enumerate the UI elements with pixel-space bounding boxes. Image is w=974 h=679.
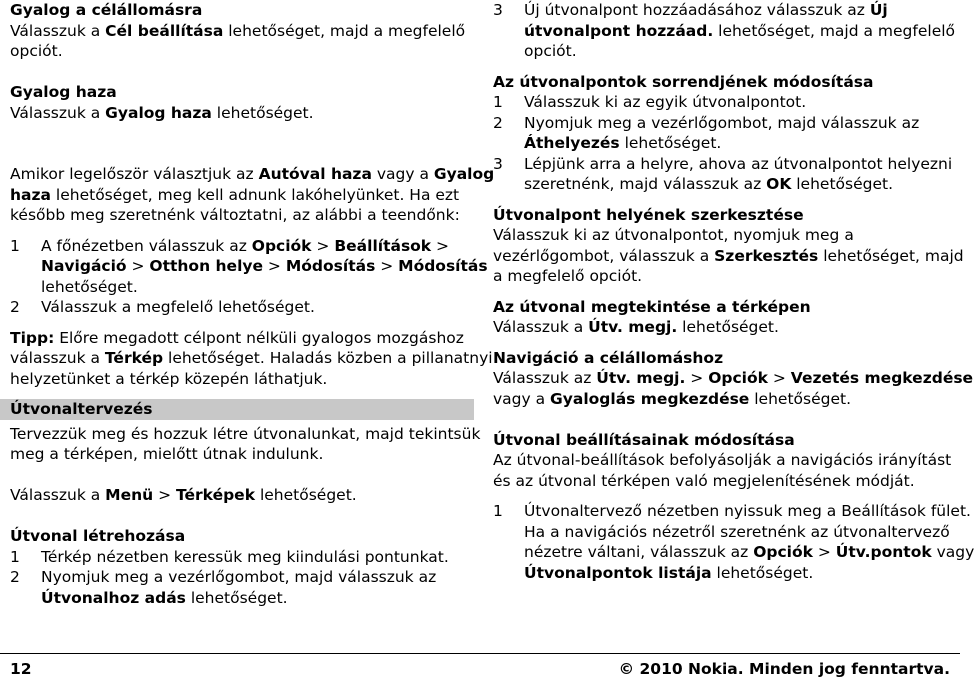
right-column: [493, 0, 974, 583]
tip-line: Tipp: Előre megadott célpont nélküli gyalogos mozgáshoz: [10, 328, 464, 347]
left-column: [10, 0, 495, 608]
section-title-edit-waypoint: Útvonalpont helyének szerkesztése: [493, 205, 804, 224]
route-step-1: 1 Térkép nézetben keressük meg kiindulási pontunkat.: [10, 547, 449, 566]
settings-step-1-line-4: Útvonalpontok listája lehetőséget.: [524, 563, 814, 582]
paragraph-line: meg a térképen, mielőtt útnak indulunk.: [10, 445, 324, 463]
paragraph-line: később meg szeretnénk változtatni, az alábbi a teendőnk:: [10, 206, 460, 224]
tip-line: helyzetünket a térkép közepén láthatjuk.: [10, 369, 328, 388]
paragraph-line: Válasszuk ki az útvonalpontot, nyomjuk meg a: [493, 226, 854, 244]
step-2: 2 Válasszuk a megfelelő lehetőséget.: [10, 298, 315, 316]
paragraph-line: Válasszuk a Cél beállítása lehetőséget, majd a megfelelő: [10, 21, 466, 40]
tip-line: válasszuk a Térkép lehetőséget. Haladás közben a pillanatnyi: [10, 349, 493, 367]
section-title-route-settings: Útvonal beállításainak módosítása: [493, 430, 795, 449]
paragraph-line: Amikor legelőször választjuk az Autóval haza vagy a Gyalog: [10, 165, 495, 183]
paragraph-line: Válasszuk a Gyalog haza lehetőséget.: [10, 103, 314, 122]
paragraph-line: Az útvonal-beállítások befolyásolják a navigációs irányítást: [493, 451, 952, 469]
section-title-reorder-waypoints: Az útvonalpontok sorrendjének módosítása: [493, 72, 874, 91]
copyright-notice: © 2010 Nokia. Minden jog fenntartva.: [618, 660, 950, 678]
reorder-step-3: 3 Lépjünk arra a helyre, ahova az útvonalpontot helyezni: [493, 154, 953, 173]
paragraph-line: Válasszuk a Útv. megj. lehetőséget.: [493, 318, 779, 336]
reorder-step-3-line-2: szeretnénk, majd válasszuk az OK lehetőséget.: [524, 175, 894, 193]
section-title-walk-home: Gyalog haza: [10, 83, 117, 101]
section-heading-route-planning: Útvonaltervezés: [0, 399, 474, 420]
route-step-3: 3 Új útvonalpont hozzáadásához válasszuk az Új: [493, 1, 888, 19]
step-1-line-3: lehetőséget.: [41, 277, 138, 296]
section-title-walk-to-destination: Gyalog a célállomásra: [10, 1, 203, 19]
route-step-2: 2 Nyomjuk meg a vezérlőgombot, majd válasszuk az: [10, 568, 437, 586]
section-title-create-route: Útvonal létrehozása: [10, 527, 186, 545]
paragraph-line: haza lehetőséget, meg kell adnunk lakóhelyünket. Ha ezt: [10, 185, 460, 204]
paragraph-line: vagy a Gyaloglás megkezdése lehetőséget.: [493, 389, 852, 408]
reorder-step-1: 1 Válasszuk ki az egyik útvonalpontot.: [493, 93, 807, 111]
reorder-step-2: 2 Nyomjuk meg a vezérlőgombot, majd válasszuk az: [493, 113, 920, 132]
paragraph-line: vezérlőgombot, válasszuk a Szerkesztés lehetőséget, majd: [493, 246, 964, 265]
paragraph-line: Válasszuk az Útv. megj. > Opciók > Vezetés megkezdése: [493, 369, 974, 387]
reorder-step-2-line-2: Áthelyezés lehetőséget.: [524, 134, 722, 152]
paragraph-line: Tervezzük meg és hozzuk létre útvonalunkat, majd tekintsük: [10, 424, 481, 443]
route-step-3-line-3: opciót.: [524, 42, 577, 60]
step-1-line-2: Navigáció > Otthon helye > Módosítás > Módosítás: [41, 257, 488, 275]
settings-step-1-line-3: nézetre váltani, válasszuk az Opciók > Útv.pontok vagy: [524, 543, 974, 561]
paragraph-line: a megfelelő opciót.: [493, 267, 643, 285]
settings-step-1-line-2: Ha a navigációs nézetről szeretnénk az útvonaltervező: [524, 522, 950, 541]
page-number: 12: [10, 660, 32, 678]
section-title-navigate-destination: Navigáció a célállomáshoz: [493, 348, 724, 367]
route-step-3-line-2: útvonalpont hozzáad. lehetőséget, majd a megfelelő: [524, 21, 956, 40]
paragraph-line: és az útvonal térképen való megjelenítésének módját.: [493, 471, 915, 490]
settings-step-1: 1 Útvonaltervező nézetben nyissuk meg a Beállítások fület.: [493, 502, 971, 520]
step-1: 1 A főnézetben válasszuk az Opciók > Beállítások >: [10, 236, 450, 255]
section-title-view-route: Az útvonal megtekintése a térképen: [493, 297, 811, 316]
route-step-2-line-2: Útvonalhoz adás lehetőséget.: [41, 588, 288, 607]
menu-path-line: Válasszuk a Menü > Térképek lehetőséget.: [10, 486, 357, 504]
footer-divider: [0, 653, 960, 654]
paragraph-line: opciót.: [10, 42, 63, 60]
